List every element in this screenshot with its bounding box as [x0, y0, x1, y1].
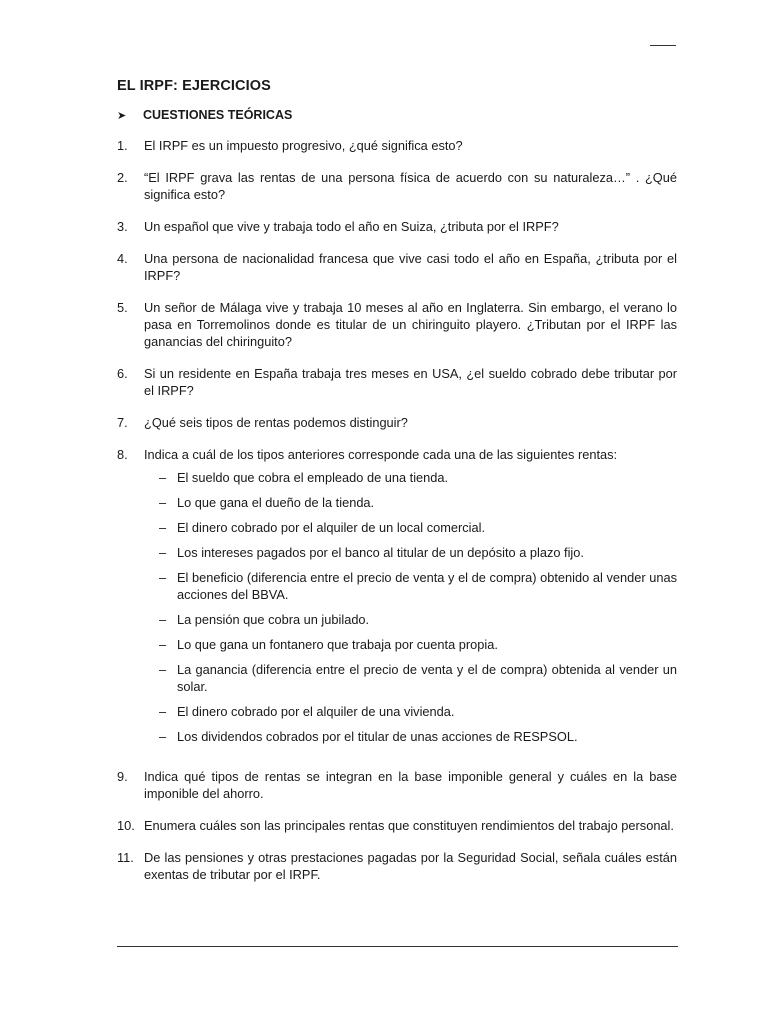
- question-text: Indica qué tipos de rentas se integran en la base imponible general y cuáles en la base imponible del ahorro.: [144, 769, 677, 801]
- question-item: [117, 446, 677, 753]
- dash-bullet: –: [159, 520, 167, 535]
- question-number: 9.: [117, 769, 128, 784]
- question-number: 10.: [117, 818, 135, 833]
- question-number: 3.: [117, 219, 128, 234]
- income-example-text: Los intereses pagados por el banco al titular de un depósito a plazo fijo.: [177, 545, 584, 560]
- income-example-item: [144, 611, 677, 628]
- question-text: ¿Qué seis tipos de rentas podemos distinguir?: [144, 415, 408, 430]
- footer-rule: [117, 946, 678, 947]
- question-number: 11.: [117, 850, 134, 865]
- section-heading: [117, 108, 677, 122]
- question-item: [117, 299, 677, 350]
- question-text: Un español que vive y trabaja todo el año en Suiza, ¿tributa por el IRPF?: [144, 219, 559, 234]
- question-number: 2.: [117, 170, 128, 185]
- income-example-text: El dinero cobrado por el alquiler de una vivienda.: [177, 704, 455, 719]
- income-example-text: Lo que gana un fontanero que trabaja por cuenta propia.: [177, 637, 498, 652]
- question-number: 8.: [117, 447, 128, 462]
- question-number: 6.: [117, 366, 128, 381]
- income-example-text: El beneficio (diferencia entre el precio de venta y el de compra) obtenido al vender unas acciones del BBVA.: [177, 570, 677, 602]
- question-number: 7.: [117, 415, 128, 430]
- dash-bullet: –: [159, 470, 167, 485]
- question-item: [117, 250, 677, 284]
- question-item: [117, 218, 677, 235]
- question-item: [117, 365, 677, 399]
- income-example-text: Lo que gana el dueño de la tienda.: [177, 495, 375, 510]
- document-body: [117, 78, 677, 898]
- income-example-text: El dinero cobrado por el alquiler de un local comercial.: [177, 520, 486, 535]
- header-rule: [650, 45, 676, 46]
- income-example-item: [144, 569, 677, 603]
- dash-bullet: –: [159, 637, 167, 652]
- dash-bullet: –: [159, 570, 167, 585]
- dash-bullet: –: [159, 704, 167, 719]
- question-number: 5.: [117, 300, 128, 315]
- income-example-text: Los dividendos cobrados por el titular de unas acciones de RESPSOL.: [177, 729, 578, 744]
- income-example-item: [144, 661, 677, 695]
- question-text: De las pensiones y otras prestaciones pagadas por la Seguridad Social, señala cuáles están exentas de tributar por el IRPF.: [144, 850, 677, 882]
- question-list: [117, 137, 677, 883]
- income-example-item: [144, 519, 677, 536]
- question-text: Un señor de Málaga vive y trabaja 10 meses al año en Inglaterra. Sin embargo, el verano lo pasa en Torremolinos donde es titular de un chiringuito playero. ¿Tributan por el IRPF las ganancias del chiringuito?: [144, 300, 677, 349]
- income-examples-list: [144, 469, 677, 745]
- question-body: [144, 446, 677, 753]
- question-item: [117, 137, 677, 154]
- arrow-bullet-icon: ➤: [117, 109, 127, 122]
- income-example-text: La ganancia (diferencia entre el precio de venta y el de compra) obtenida al vender un solar.: [177, 662, 677, 694]
- dash-bullet: –: [159, 612, 167, 627]
- income-example-item: [144, 469, 677, 486]
- question-number: 4.: [117, 251, 128, 266]
- document-title: EL IRPF: EJERCICIOS: [117, 78, 271, 94]
- question-text: Indica a cuál de los tipos anteriores corresponde cada una de las siguientes rentas:: [144, 447, 618, 462]
- question-text: Enumera cuáles son las principales rentas que constituyen rendimientos del trabajo personal.: [144, 818, 674, 833]
- income-example-text: El sueldo que cobra el empleado de una tienda.: [177, 470, 449, 485]
- question-item: [117, 849, 677, 883]
- income-example-item: [144, 544, 677, 561]
- question-number: 1.: [117, 138, 128, 153]
- income-example-item: [144, 494, 677, 511]
- income-example-item: [144, 703, 677, 720]
- question-item: [117, 768, 677, 802]
- income-example-item: [144, 728, 677, 745]
- question-item: [117, 817, 677, 834]
- income-example-item: [144, 636, 677, 653]
- dash-bullet: –: [159, 545, 167, 560]
- question-text: Una persona de nacionalidad francesa que vive casi todo el año en España, ¿tributa por el IRPF?: [144, 251, 677, 283]
- dash-bullet: –: [159, 662, 167, 677]
- question-item: [117, 414, 677, 431]
- dash-bullet: –: [159, 495, 167, 510]
- question-text: Si un residente en España trabaja tres meses en USA, ¿el sueldo cobrado debe tributar por el IRPF?: [144, 366, 677, 398]
- income-example-text: La pensión que cobra un jubilado.: [177, 612, 370, 627]
- dash-bullet: –: [159, 729, 167, 744]
- question-text: El IRPF es un impuesto progresivo, ¿qué significa esto?: [144, 138, 463, 153]
- question-text: “El IRPF grava las rentas de una persona física de acuerdo con su naturaleza…” . ¿Qué significa esto?: [144, 170, 677, 202]
- section-title: CUESTIONES TEÓRICAS: [143, 108, 293, 122]
- question-item: [117, 169, 677, 203]
